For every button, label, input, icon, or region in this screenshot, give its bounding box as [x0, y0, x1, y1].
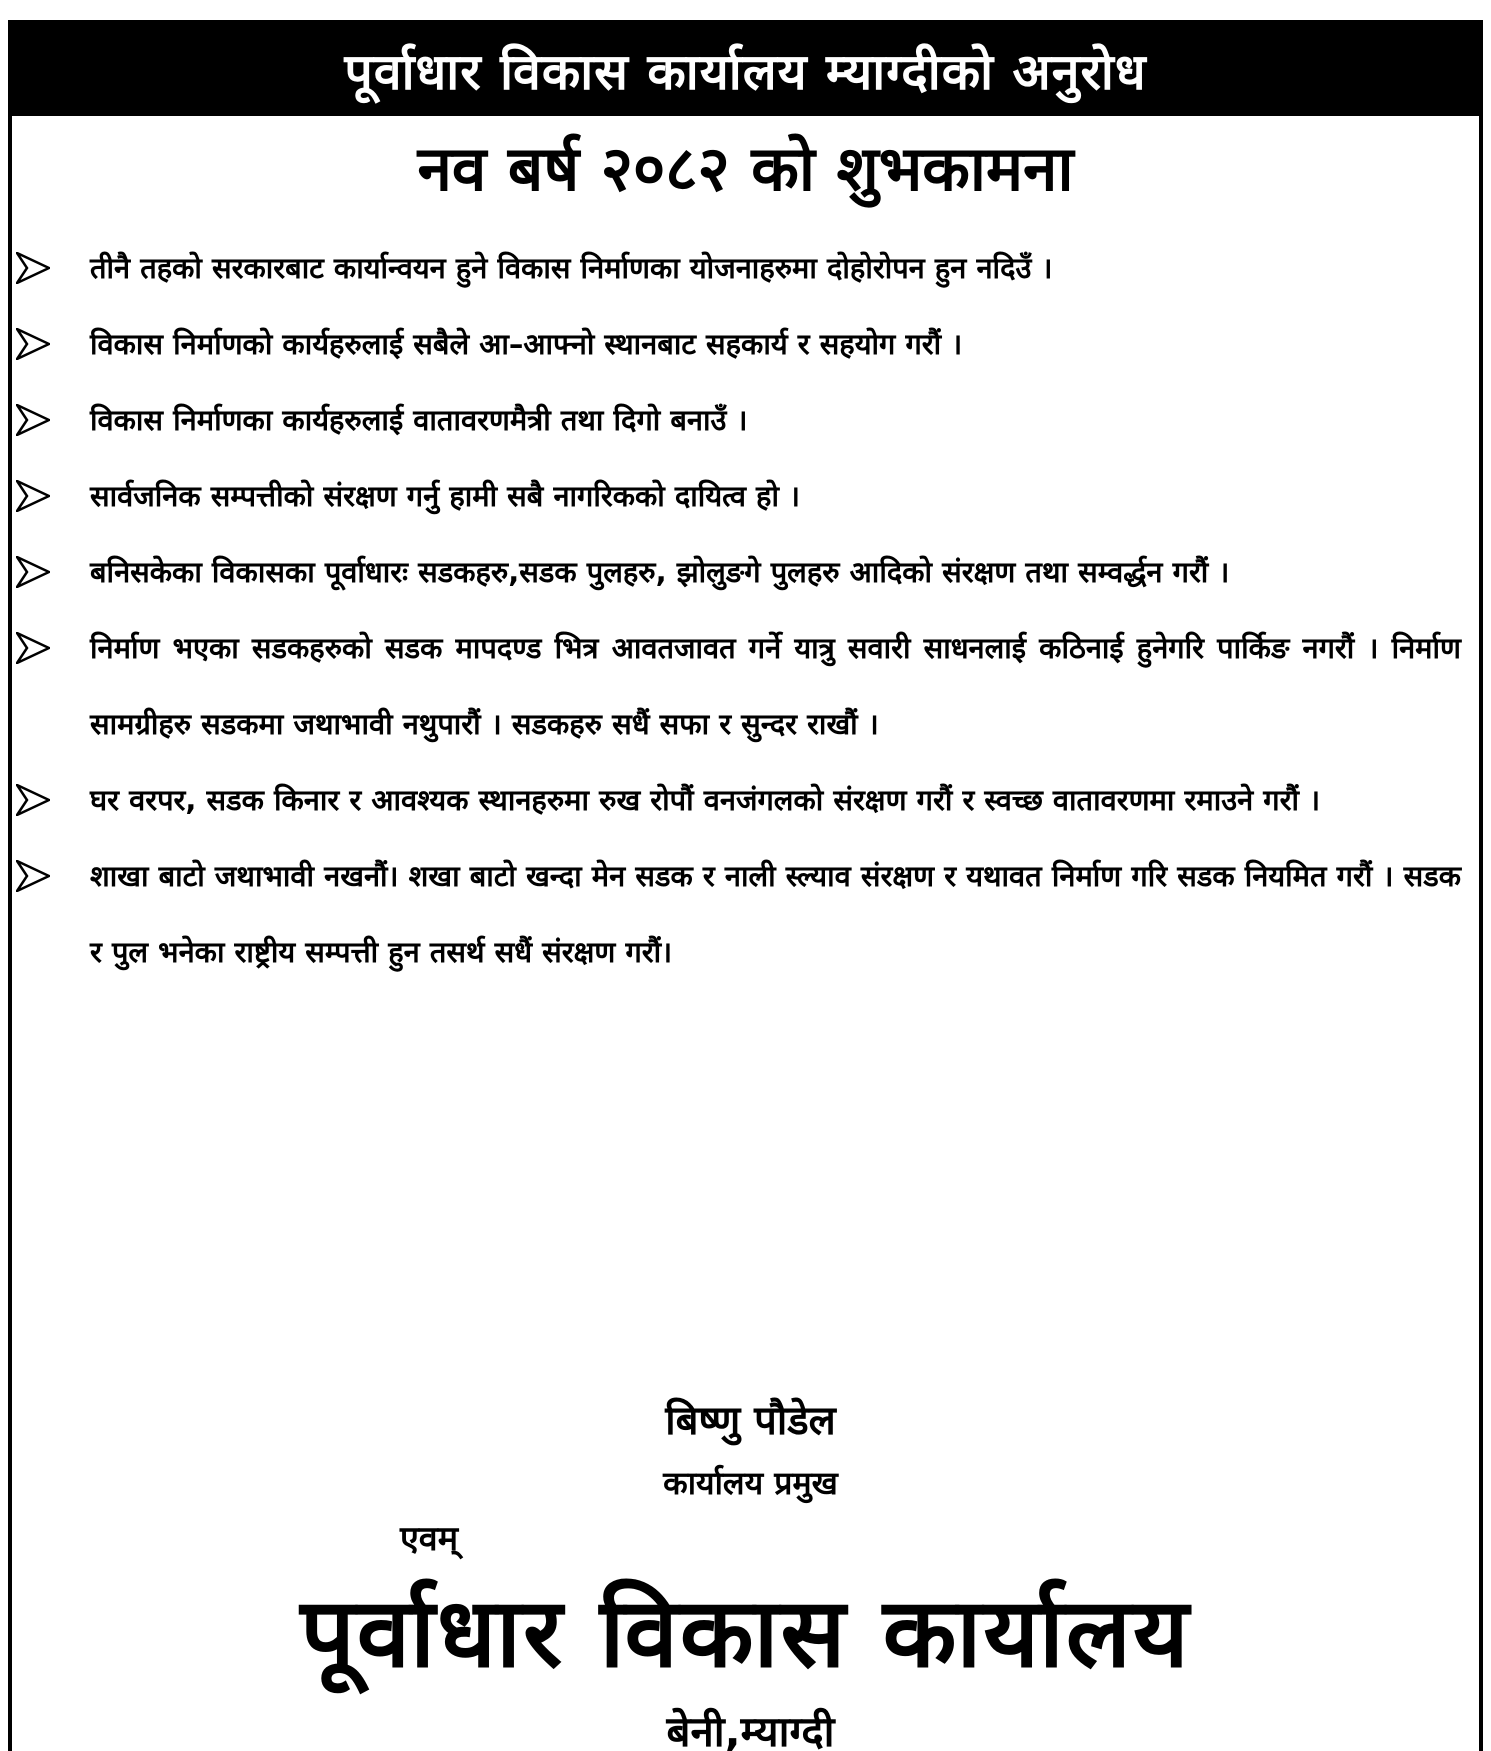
- list-item-text: तीनै तहको सरकारबाट कार्यान्वयन हुने विकास निर्माणका योजनाहरुमा दोहोरोपन हुन नदिउँ ।: [90, 251, 1053, 285]
- new-year-greeting: नव बर्ष २०८२ को शुभकामना: [417, 132, 1074, 205]
- list-item-text: बनिसकेका विकासका पूर्वाधारः सडकहरु,सडक पुलहरु, झोलुङगे पुलहरु आदिको संरक्षण तथा सम्वर्द्धन गरौं ।: [90, 555, 1230, 589]
- arrowhead-bullet-icon: [16, 556, 50, 588]
- list-item-text: विकास निर्माणका कार्यहरुलाई वातावरणमैत्री तथा दिगो बनाउँ ।: [90, 403, 748, 437]
- arrowhead-bullet-icon: [16, 480, 50, 512]
- list-item: [12, 382, 1479, 458]
- request-list: [12, 230, 1479, 990]
- list-item-text: शाखा बाटो जथाभावी नखनौं। शखा बाटो खन्दा मेन सडक र नाली स्ल्याव संरक्षण र यथावत निर्माण गरि सडक नियमित गरौं । सडक र पुल भनेका राष्ट्रीय सम्पत्ती हुन तसर्थ सधैं संरक्षण गरौं।: [90, 859, 1461, 969]
- office-name: पूर्वाधार विकास कार्यालय: [300, 1577, 1191, 1689]
- header-banner: पूर्वाधार विकास कार्यालय म्याग्दीको अनुरोध: [12, 24, 1479, 116]
- arrowhead-bullet-icon: [16, 328, 50, 360]
- arrowhead-bullet-icon: [16, 404, 50, 436]
- arrowhead-bullet-icon: [16, 784, 50, 816]
- signatory-name: बिष्णु पौडेल: [665, 1398, 836, 1444]
- conjunction-text: एवम्: [400, 1519, 459, 1559]
- arrowhead-bullet-icon: [16, 252, 50, 284]
- list-item: [12, 458, 1479, 534]
- list-item: [12, 610, 1479, 762]
- list-item-text: विकास निर्माणको कार्यहरुलाई सबैले आ–आफ्नो स्थानबाट सहकार्य र सहयोग गरौं ।: [90, 327, 963, 361]
- list-item: [12, 838, 1479, 990]
- office-location: बेनी,म्याग्दी: [666, 1707, 835, 1751]
- signatory-role: कार्यालय प्रमुख: [663, 1464, 838, 1502]
- list-item: [12, 534, 1479, 610]
- list-item-text: घर वरपर, सडक किनार र आवश्यक स्थानहरुमा रुख रोपौं वनजंगलको संरक्षण गरौं र स्वच्छ वातावरणमा रमाउने गरौं ।: [90, 783, 1321, 817]
- list-item: [12, 306, 1479, 382]
- arrowhead-bullet-icon: [16, 860, 50, 892]
- list-item-text: निर्माण भएका सडकहरुको सडक मापदण्ड भित्र आवतजावत गर्ने यात्रु सवारी साधनलाई कठिनाई हुनेगरि पार्किङ नगरौं । निर्माण सामग्रीहरु सडकमा जथाभावी नथुपारौं । सडकहरु सधैं सफा र सुन्दर राखौं ।: [90, 631, 1461, 741]
- list-item: [12, 762, 1479, 838]
- arrowhead-bullet-icon: [16, 632, 50, 664]
- list-item-text: सार्वजनिक सम्पत्तीको संरक्षण गर्नु हामी सबै नागरिकको दायित्व हो ।: [90, 479, 801, 513]
- notice-frame: [8, 20, 1483, 1751]
- list-item: [12, 230, 1479, 306]
